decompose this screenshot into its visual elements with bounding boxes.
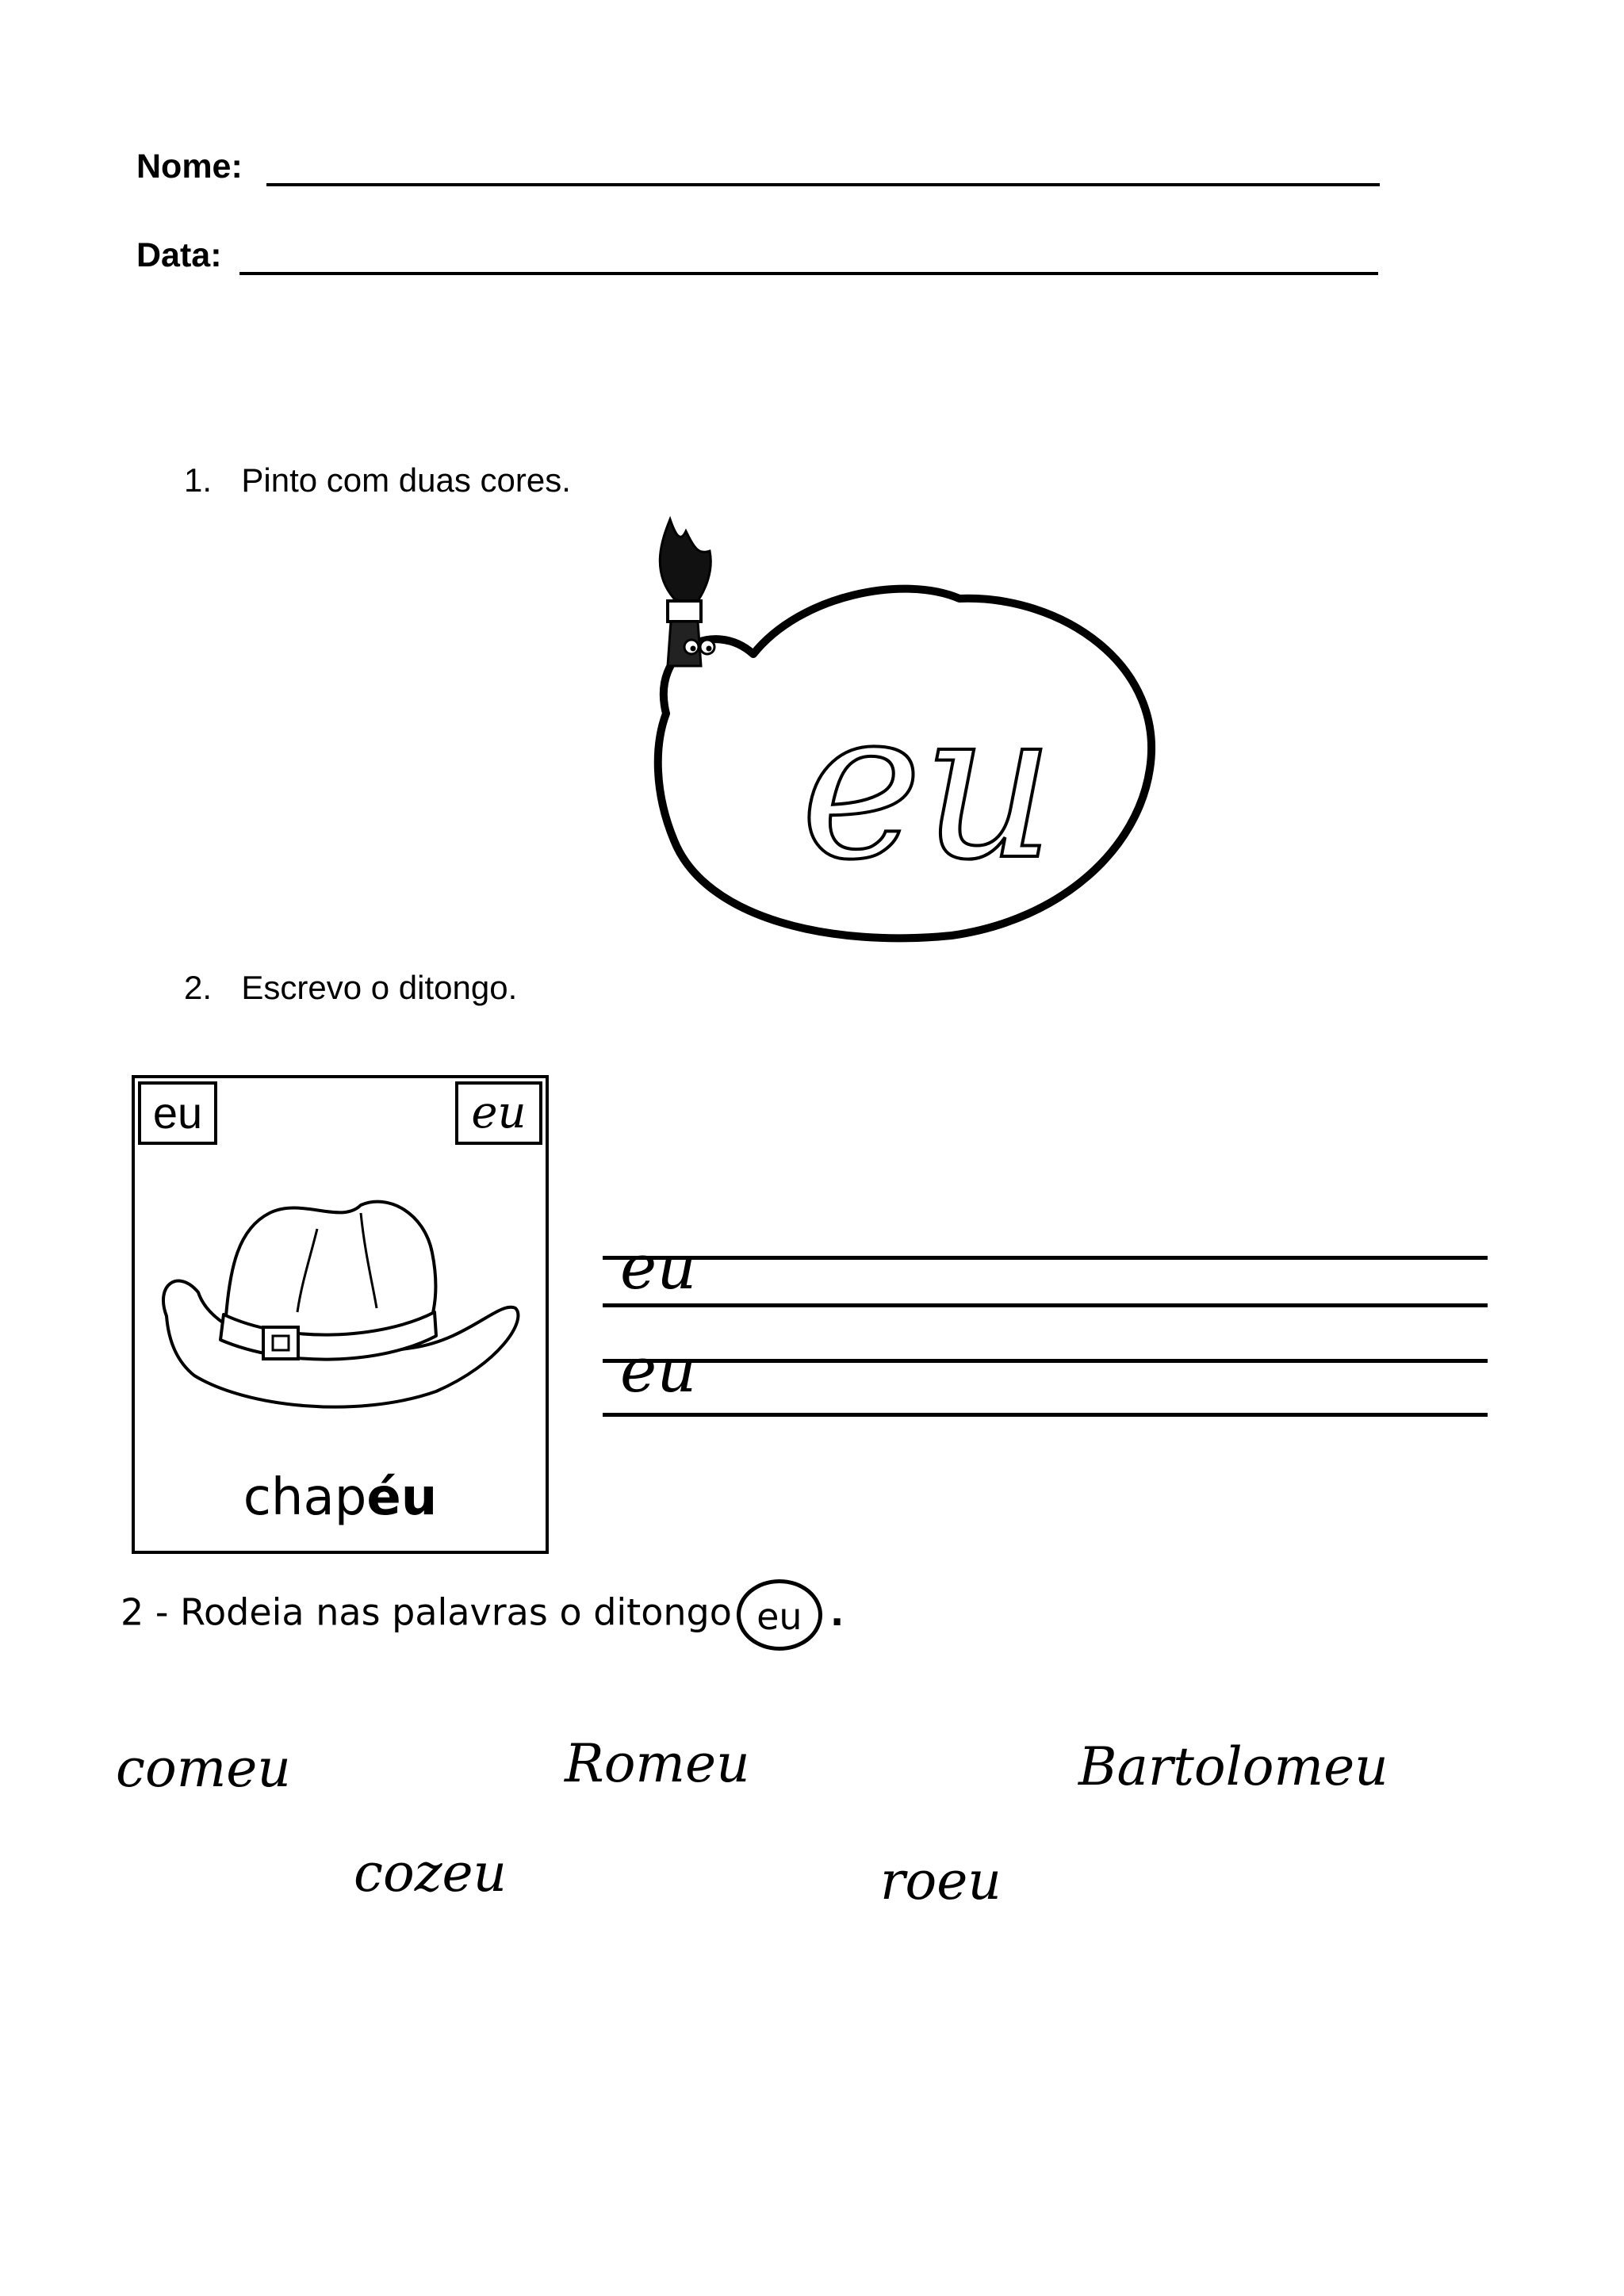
word-comeu[interactable]: comeu	[116, 1738, 291, 1799]
name-field-line[interactable]	[266, 183, 1380, 186]
brush-ferrule	[668, 601, 701, 622]
writing-rule	[603, 1256, 1488, 1260]
paintbrush-bubble-illustration	[619, 507, 1189, 951]
bubble-drawing	[619, 507, 1189, 951]
exercise-1-text: Pinto com duas cores.	[241, 461, 571, 499]
card-corner-print-text: eu	[152, 1088, 203, 1138]
circled-diphthong	[737, 1579, 822, 1651]
card-word-prefix: chap	[243, 1468, 367, 1527]
exercise-3-prompt	[121, 1579, 844, 1651]
name-label: Nome:	[136, 147, 243, 186]
picture-card	[132, 1075, 549, 1554]
hat-icon	[151, 1181, 531, 1435]
model-cursive-1: eu	[620, 1232, 697, 1303]
date-label: Data:	[136, 236, 222, 274]
exercise-1-instruction	[184, 461, 571, 499]
word-roeu[interactable]: roeu	[880, 1850, 1002, 1911]
exercise-2-instruction	[184, 969, 517, 1007]
exercise-2-text: Escrevo o ditongo.	[241, 969, 518, 1006]
card-corner-cursive	[455, 1081, 542, 1145]
card-word-bold: éu	[366, 1468, 438, 1527]
exercise-3-text: 2 - Rodeia nas palavras o ditongo	[121, 1590, 732, 1634]
circled-diphthong-text: eu	[756, 1595, 802, 1638]
model-cursive-2: eu	[620, 1335, 697, 1406]
writing-rule	[603, 1359, 1488, 1363]
writing-rule	[603, 1413, 1488, 1417]
bubble-text: eu	[800, 666, 1055, 905]
exercise-2-number: 2.	[184, 969, 213, 1006]
writing-rule	[603, 1303, 1488, 1307]
exercise-1-number: 1.	[184, 461, 213, 499]
card-word	[135, 1468, 546, 1527]
card-corner-cursive-text: eu	[471, 1087, 527, 1138]
date-field-line[interactable]	[239, 272, 1378, 275]
writing-lines[interactable]	[603, 1232, 1491, 1427]
word-cozeu[interactable]: cozeu	[354, 1843, 508, 1904]
prompt-end-punct: .	[829, 1590, 845, 1634]
word-romeu[interactable]: Romeu	[565, 1733, 750, 1794]
word-bartolomeu[interactable]: Bartolomeu	[1078, 1736, 1388, 1797]
card-corner-print	[138, 1081, 217, 1145]
brush-bristles	[660, 519, 710, 607]
